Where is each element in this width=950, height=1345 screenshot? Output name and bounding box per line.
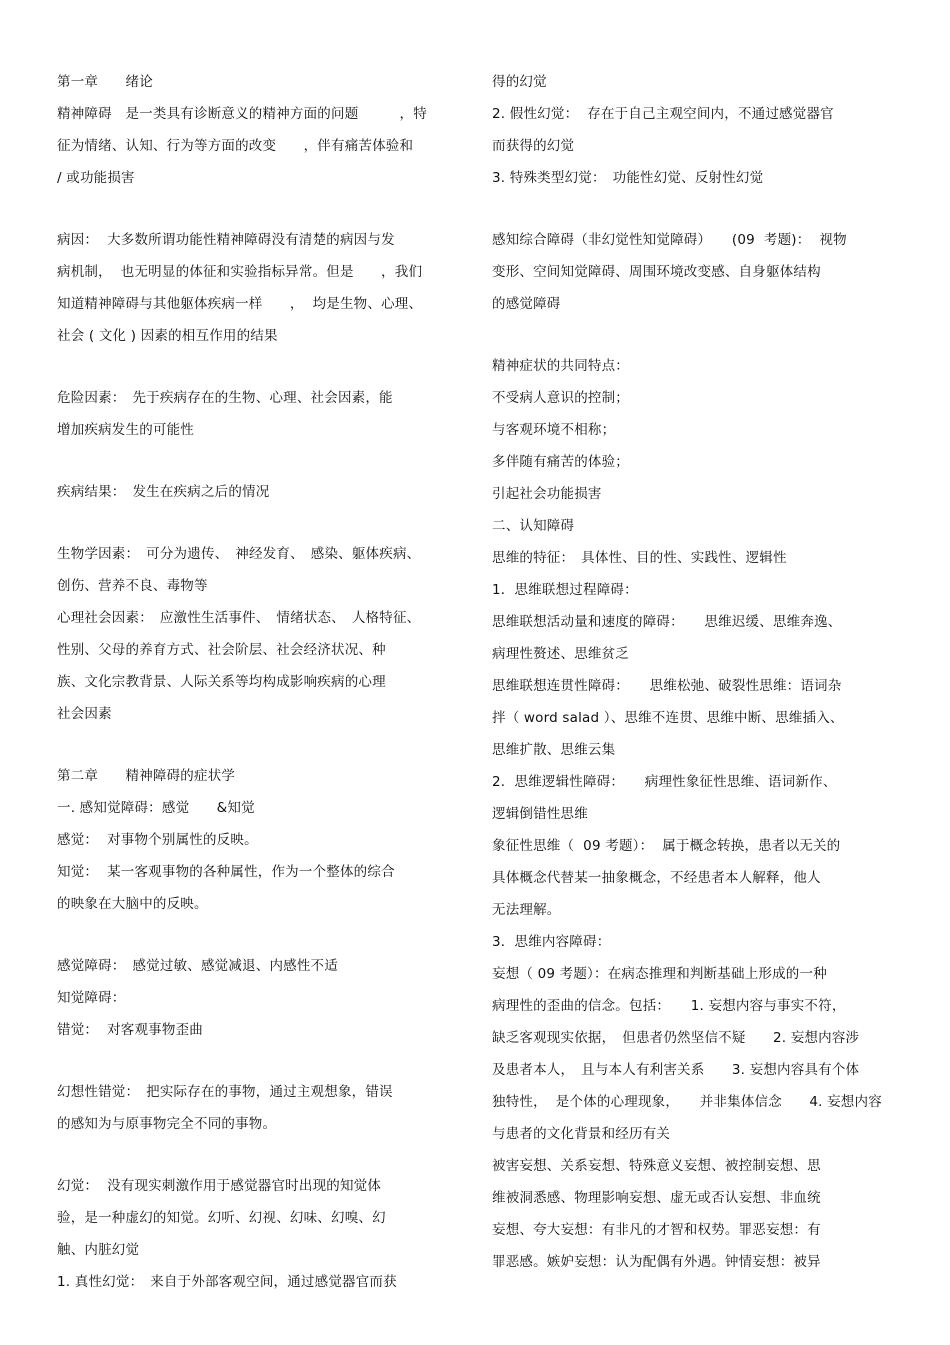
text-line: 妄想、夸大妄想：有非凡的才智和权势。罪恶妄想：有: [492, 1222, 821, 1238]
text-line: 病机制， 也无明显的体征和实验指标异常。但是 ，我们: [57, 264, 423, 280]
text-line: 与患者的文化背景和经历有关: [492, 1126, 671, 1142]
text-line: 感知综合障碍（非幻觉性知觉障碍） (09 考题)： 视物: [492, 232, 847, 248]
text-line: 与客观环境不相称；: [492, 422, 616, 438]
text-line: 1. 真性幻觉： 来自于外部客观空间，通过感觉器官而获: [57, 1274, 397, 1290]
text-line: 具体概念代替某一抽象概念，不经患者本人解释，他人: [492, 870, 821, 886]
text-line: 性别、父母的养育方式、社会阶层、社会经济状况、种: [57, 642, 386, 658]
paragraph-gap: [492, 320, 892, 350]
text-line: 知觉障碍：: [57, 990, 126, 1006]
text-line: 的感觉障碍: [492, 296, 561, 312]
text-line: 创伤、营养不良、毒物等: [57, 578, 208, 594]
text-line: 心理社会因素： 应激性生活事件、 情绪状态、 人格特征、: [57, 610, 421, 626]
right-column: [492, 66, 892, 1278]
text-line: 思维扩散、思维云集: [492, 742, 616, 758]
text-line: 3．思维内容障碍：: [492, 934, 611, 950]
text-line: 验，是一种虚幻的知觉。幻听、幻视、幻味、幻嗅、幻: [57, 1210, 386, 1226]
text-line: 独特性， 是个体的心理现象， 并非集体信念 4. 妄想内容: [492, 1094, 882, 1110]
text-line: 无法理解。: [492, 902, 561, 918]
paragraph-gap: [57, 352, 457, 382]
text-line: 多伴随有痛苦的体验；: [492, 454, 629, 470]
text-line: 病理性赘述、思维贫乏: [492, 646, 629, 662]
paragraph-gap: [57, 1046, 457, 1076]
text-line: 而获得的幻觉: [492, 138, 575, 154]
text-line: 疾病结果： 发生在疾病之后的情况: [57, 484, 270, 500]
left-column: [57, 66, 457, 1298]
text-line: 病理性的歪曲的信念。包括： 1. 妄想内容与事实不符，: [492, 998, 846, 1014]
text-line: 拌（ word salad ）、思维不连贯、思维中断、思维插入、: [492, 710, 844, 726]
text-line: 社会因素: [57, 706, 112, 722]
paragraph-gap: [57, 920, 457, 950]
text-line: 病因： 大多数所谓功能性精神障碍没有清楚的病因与发: [57, 232, 395, 248]
text-line: 危险因素： 先于疾病存在的生物、心理、社会因素，能: [57, 390, 393, 406]
text-line: / 或功能损害: [57, 170, 135, 186]
text-line: 缺乏客观现实依据， 但患者仍然坚信不疑 2. 妄想内容涉: [492, 1030, 860, 1046]
text-line: 征为情绪、认知、行为等方面的改变 ，伴有痛苦体验和: [57, 138, 414, 154]
text-line: 第二章 精神障碍的症状学: [57, 768, 236, 784]
text-line: 象征性思维（ 09 考题）： 属于概念转换，患者以无关的: [492, 838, 841, 854]
text-line: 的映象在大脑中的反映。: [57, 896, 208, 912]
text-line: 思维联想活动量和速度的障碍： 思维迟缓、思维奔逸、: [492, 614, 842, 630]
text-line: 得的幻觉: [492, 74, 547, 90]
text-line: 感觉障碍： 感觉过敏、感觉减退、内感性不适: [57, 958, 338, 974]
text-line: 精神障碍 是一类具有诊断意义的精神方面的问题 ，特: [57, 106, 427, 122]
paragraph-gap: [492, 194, 892, 224]
text-line: 族、文化宗教背景、人际关系等均构成影响疾病的心理: [57, 674, 386, 690]
text-line: 感觉： 对事物个别属性的反映。: [57, 832, 258, 848]
text-line: 2．思维逻辑性障碍： 病理性象征性思维、语词新作、: [492, 774, 837, 790]
text-line: 知道精神障碍与其他躯体疾病一样 ， 均是生物、心理、: [57, 296, 423, 312]
paragraph-gap: [57, 194, 457, 224]
text-line: 错觉： 对客观事物歪曲: [57, 1022, 203, 1038]
text-line: 不受病人意识的控制；: [492, 390, 629, 406]
text-line: 妄想（ 09 考题）：在病态推理和判断基础上形成的一种: [492, 966, 827, 982]
text-line: 3. 特殊类型幻觉： 功能性幻觉、反射性幻觉: [492, 170, 764, 186]
text-line: 被害妄想、关系妄想、特殊意义妄想、被控制妄想、思: [492, 1158, 821, 1174]
text-line: 幻觉： 没有现实刺激作用于感觉器官时出现的知觉体: [57, 1178, 382, 1194]
text-line: 罪恶感。嫉妒妄想：认为配偶有外遇。钟情妄想：被异: [492, 1254, 821, 1270]
text-line: 变形、空间知觉障碍、周围环境改变感、自身躯体结构: [492, 264, 821, 280]
paragraph-gap: [57, 1140, 457, 1170]
text-line: 1．思维联想过程障碍：: [492, 582, 638, 598]
text-line: 一. 感知觉障碍：感觉 &知觉: [57, 800, 255, 816]
text-line: 幻想性错觉： 把实际存在的事物，通过主观想象，错误: [57, 1084, 393, 1100]
paragraph-gap: [57, 730, 457, 760]
paragraph-gap: [57, 446, 457, 476]
text-line: 引起社会功能损害: [492, 486, 602, 502]
text-line: 触、内脏幻觉: [57, 1242, 140, 1258]
text-line: 维被洞悉感、物理影响妄想、虚无或否认妄想、非血统: [492, 1190, 821, 1206]
text-line: 及患者本人， 且与本人有利害关系 3. 妄想内容具有个体: [492, 1062, 860, 1078]
text-line: 增加疾病发生的可能性: [57, 422, 194, 438]
text-line: 知觉： 某一客观事物的各种属性，作为一个整体的综合: [57, 864, 395, 880]
text-line: 思维的特征： 具体性、目的性、实践性、逻辑性: [492, 550, 787, 566]
text-line: 2. 假性幻觉： 存在于自己主观空间内，不通过感觉器官: [492, 106, 834, 122]
text-line: 的感知为与原事物完全不同的事物。: [57, 1116, 277, 1132]
text-line: 生物学因素： 可分为遗传、 神经发育、 感染、躯体疾病、: [57, 546, 421, 562]
text-line: 逻辑倒错性思维: [492, 806, 588, 822]
text-line: 精神症状的共同特点：: [492, 358, 629, 374]
text-line: 思维联想连贯性障碍： 思维松弛、破裂性思维：语词杂: [492, 678, 842, 694]
text-line: 社会 ( 文化 ) 因素的相互作用的结果: [57, 328, 278, 344]
paragraph-gap: [57, 508, 457, 538]
text-line: 第一章 绪论: [57, 74, 153, 90]
text-line: 二、认知障碍: [492, 518, 575, 534]
